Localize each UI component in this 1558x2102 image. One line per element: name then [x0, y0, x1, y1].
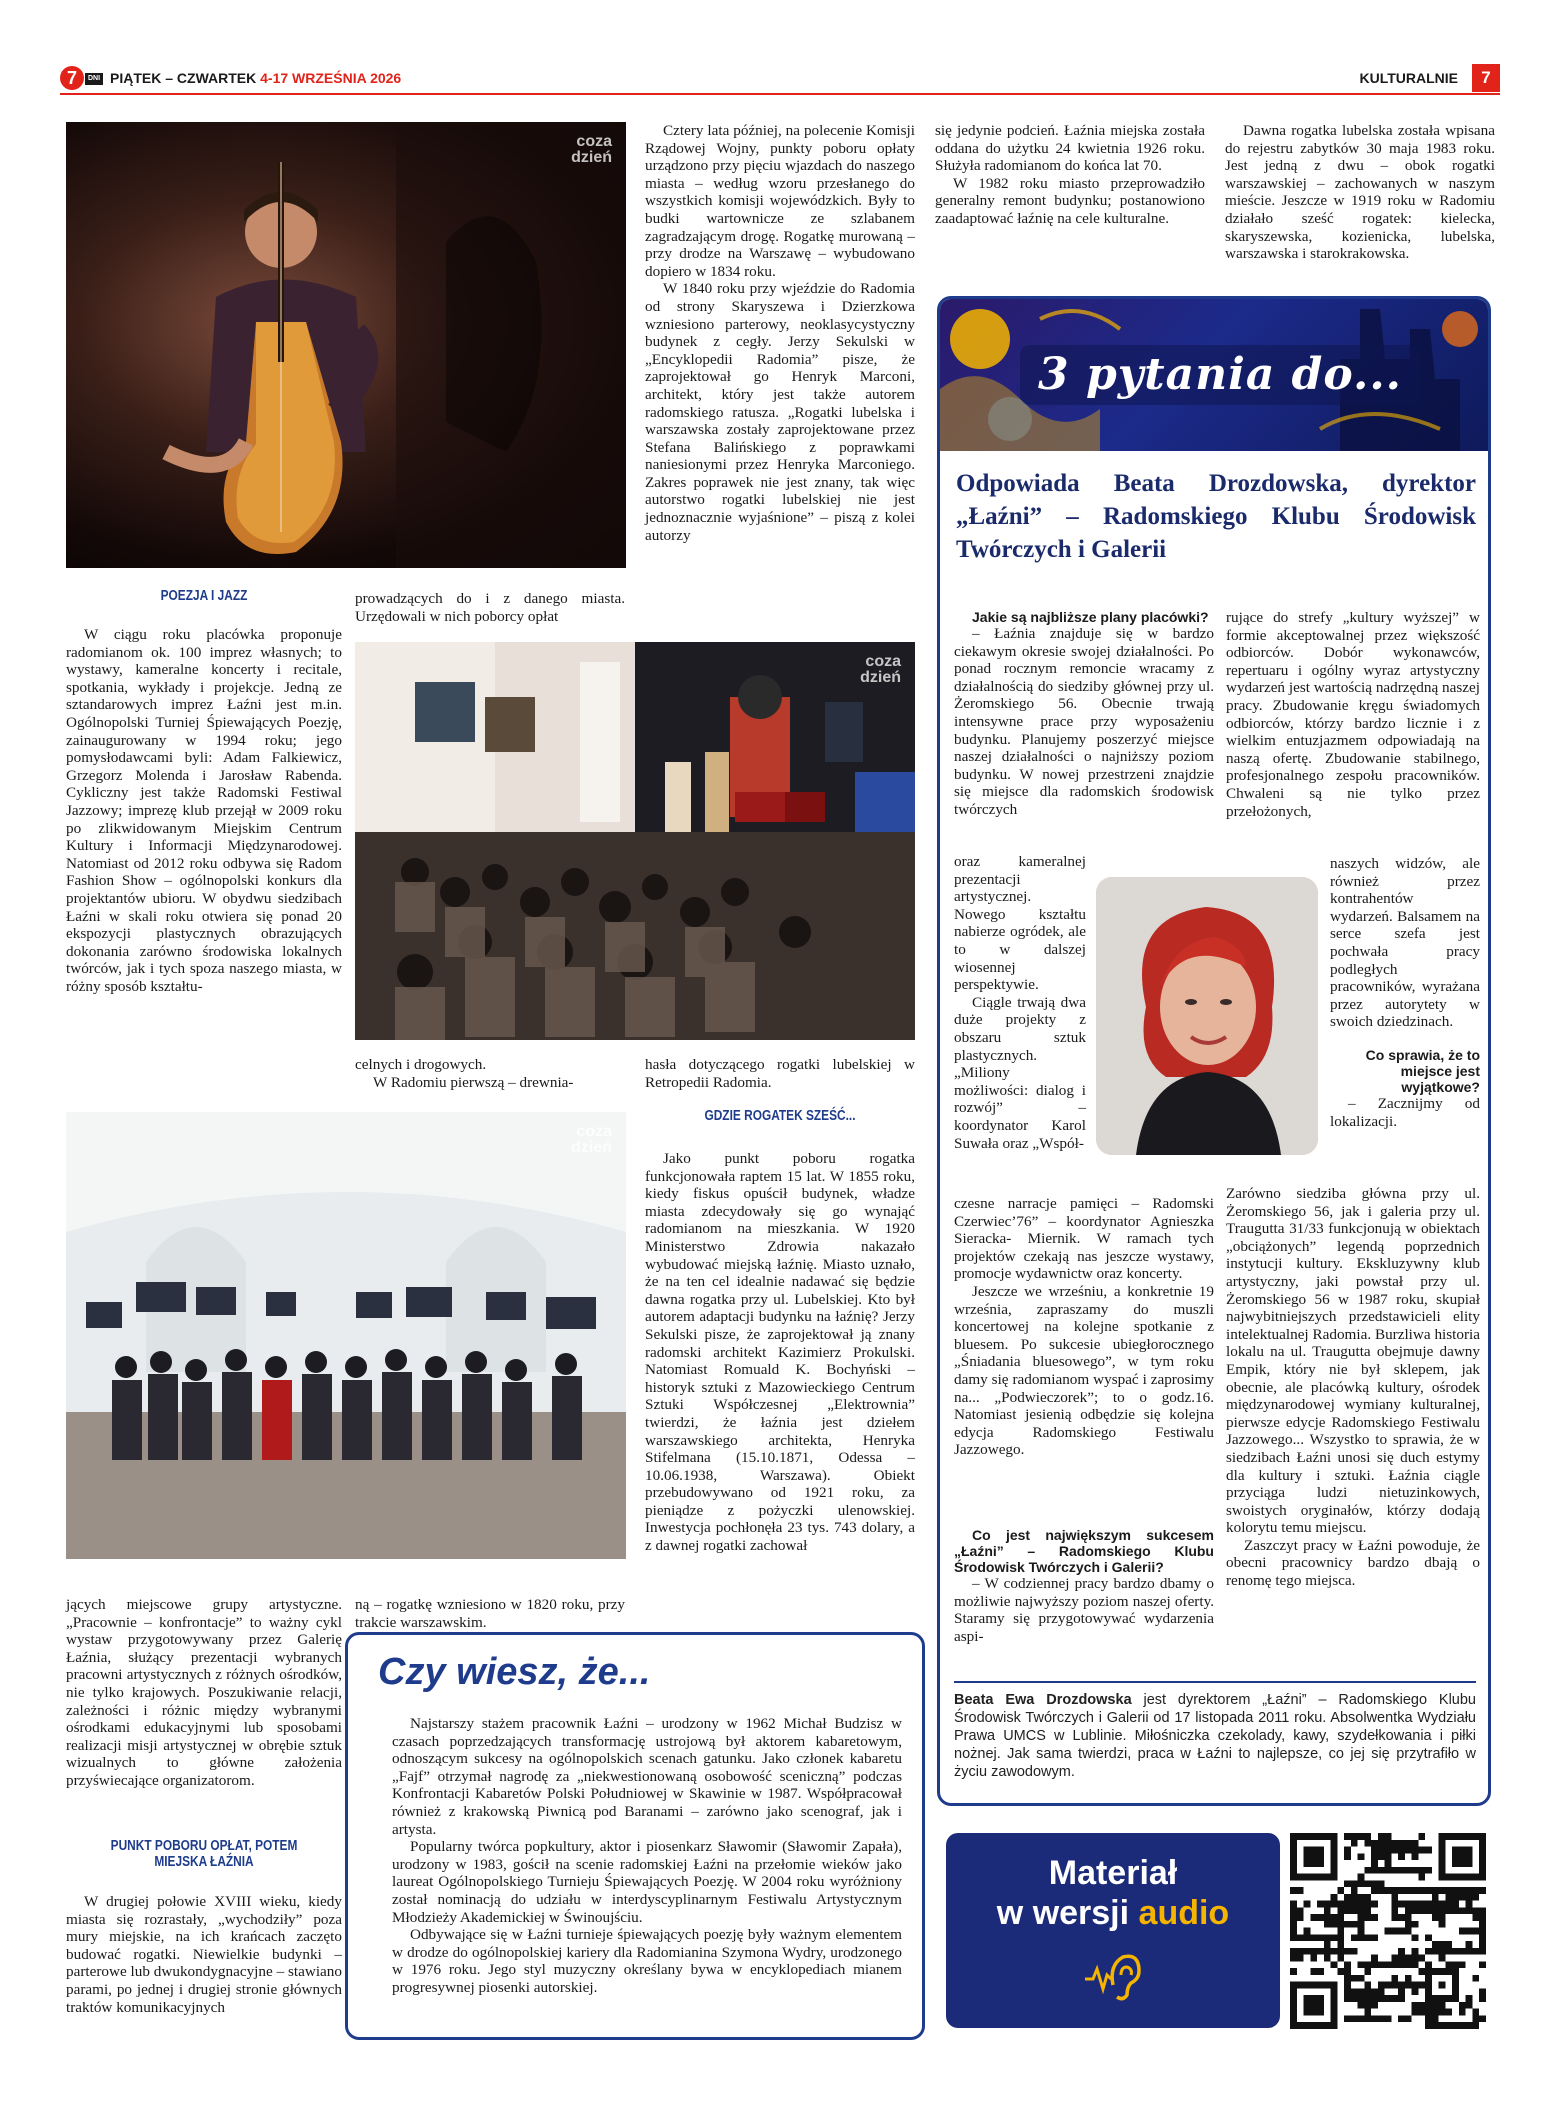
article-col4-top	[935, 122, 1205, 228]
answer-2: – W codziennej pracy bardzo dbamy o możliwie najwyższy poziom naszej oferty. Staramy się przygotowywać wydarzenia aspi-	[954, 1575, 1214, 1645]
bio-note	[954, 1691, 1476, 1781]
paragraph: W 1982 roku miasto przeprowadziło generalny remont budynku; postanowiono zaadaptować łaźnię na cele kulturalne.	[935, 174, 1205, 227]
ear-icon	[1083, 1945, 1143, 2005]
portrait-photo	[1096, 877, 1318, 1155]
answer-1-cont: Ciągle trwają dwa duże projekty z obszaru sztuk plastycznych. „Miliony możliwości: dialog i rozwój” – koordynator Karol Suwała oraz „Współ-	[954, 993, 1086, 1152]
interview-col-left-q2	[954, 1527, 1214, 1645]
issue-date	[110, 70, 401, 86]
article-col2-c	[355, 1596, 625, 1631]
paragraph: W 1840 roku przy wjeździe do Radomia od strony Skaryszewa i Dzierzkowa wzniesiono parterowy, neoklasycystyczny budynek z cegły. Jerzy Sekulski w „Encyklopedii Radomia” pisze, że zaprojektował go Henryk Marconi, architekt, który jest także autorem radomskiego ratusza. „Rogatki lubelska i warszawska zostały zaprojektowane przez Stefana Balińskiego z poprawkami naniesionymi przez Henryka Marconiego. Zakres poprawek nie jest znany, tak więc autorstwo rogatki lubelskiej nie jest jednoznacznie wyjaśnione” – piszą z kolei autorzy	[645, 280, 915, 544]
page-header	[60, 64, 1500, 94]
interview-headline: Odpowiada Beata Drozdowska, dyrektor „Łaźni” – Radomskiego Klubu Środowisk Twórczych i Galerii	[956, 470, 1476, 563]
question-3: Co sprawia, że to miejsce jest wyjątkowe?	[1365, 1046, 1480, 1095]
header-rule	[60, 93, 1500, 95]
interview-banner	[940, 299, 1488, 451]
qr-code[interactable]	[1290, 1833, 1486, 2029]
answer-1: – Łaźnia znajduje się w bardzo ciekawym okresie swojej działalności. Po ponad rocznym remoncie wracamy z działalnością do siedziby głównej przy ul. Żeromskiego 56. Obecnie trwają intensywne prace przy wyposażeniu budynku. Planujemy poszerzyć miejsce naszej działalności o najniższy poziom budynku. W nowej przestrzeni znajdzie się miejsce dla radomskich środowisk twórczych	[954, 625, 1214, 818]
did-you-know-box	[345, 1632, 925, 2040]
paragraph: hasła dotyczącego rogatki lubelskiej w Retropedii Radomia.	[645, 1056, 915, 1091]
audio-promo-prefix: w wersji	[996, 1894, 1139, 1932]
photo-watermark: coza dzień	[571, 133, 612, 166]
interview-col-right-lower	[1226, 1185, 1480, 1590]
article-col5-top	[1225, 122, 1495, 263]
issue-date-range: 4-17 WRZEŚNIA 2026	[260, 70, 402, 86]
article-col2-a	[355, 590, 625, 625]
interview-banner-title-text: 3 pytania do...	[1038, 349, 1402, 400]
article-col1-end	[66, 1893, 342, 2016]
paragraph: Jako punkt poboru rogatka funkcjonowała raptem 15 lat. W 1855 roku, kiedy fiskus opuścił budynek, władze miasta zdecydowały się go wynająć radomianom na mieszkania. W 1920 Ministerstwo Zdrowia nakazało wybudować miejską łaźnię. Miasto uznało, że na ten cel idealnie nadawać się będzie dawna rogatka przy ul. Lubelskiej. Kto był autorem adaptacji budynku na łaźnię? Jerzy Sekulski pisze, że zaprojektował ją znany radomski architekt Kazimierz Prokulski. Natomiast Romuald K. Bochyński – historyk sztuki z Mazowieckiego Centrum Sztuki Współczesnej „Elektrownia” twierdzi, że łaźnia jest dziełem warszawskiego architekta, Henryka Stifelmana (15.10.1871, Odessa – 10.06.1938, Warszawa). Obiekt przebudowywano od 1921 roku, za pieniądze z pożyczki ulenowskiej. Inwestycja pochłonęła 23 tys. 743 dolary, a z dawnej rogatki zachował	[645, 1150, 915, 1555]
audio-promo-line1: Materiał	[1048, 1854, 1178, 1892]
paragraph: celnych i drogowych.	[355, 1056, 487, 1073]
photo-family-concert	[355, 642, 915, 1040]
did-you-know-text	[392, 1715, 902, 1997]
issue-date-prefix: PIĄTEK – CZWARTEK	[110, 70, 261, 86]
photo-gallery-opening	[66, 1112, 626, 1559]
article-col3-mid	[645, 1056, 915, 1091]
article-col3-bottom	[645, 1150, 915, 1555]
bio-text: jest dyrektorem „Łaźni” – Radomskiego Klubu Środowisk Twórczych i Galerii od 17 listopada 2011 roku. Absolwentka Wydziału Prawa UMCS w Lublinie. Miłośniczka czekolady, kawy, szydełkowania i piłki nożnej. Jak sama twierdzi, praca w Łaźni to najlepsze, co jej się przytrafiło w życiu zawodowym.	[954, 1692, 1476, 1780]
article-col3-top	[645, 122, 915, 544]
answer-2-cont: rujące do strefy „kultury wyższej” w formie akceptowalnej przez większość odbiorców. Dobór wykonawców, repertuaru i ogólny wyraz artystyczny wydarzeń jest wartością nadrzędną naszej pracy. Zbudowanie kręgu świadomych odbiorców, którzy bardzo licznie i z wielkim entuzjazmem odpowiadają na naszą ofertę. Zbudowanie stabilnego, profesjonalnego zespołu pracowników. Chwaleni są nie tylko przez przełożonych,	[1226, 609, 1480, 820]
interview-col-right-narrow	[1330, 855, 1480, 1130]
interview-col-left	[954, 609, 1214, 819]
paragraph: W drugiej połowie XVIII wieku, kiedy miasta się rozrastały, „wychodziły” poza mury miejskie, na ich krańcach zaczęto budować rogatki. Niewielkie budynki – parterowe lub dwukondygnacyjne – stawiano parami, po jednej i drugiej stronie głównych traktów komunikacyjnych	[66, 1893, 342, 2016]
photo-bass-player	[66, 122, 626, 568]
question-1: Jakie są najbliższe plany placówki?	[972, 609, 1209, 625]
did-you-know-title: Czy wiesz, że...	[378, 1651, 651, 1693]
interview-col-left-narrow	[954, 853, 1086, 1152]
article-col2-b	[355, 1056, 625, 1091]
photo-watermark: coza dzień	[571, 1123, 612, 1156]
photo-watermark: coza dzień	[860, 653, 901, 686]
paragraph: Popularny twórca popkultury, aktor i piosenkarz Sławomir (Sławomir Zapała), urodzony w 1983, gościł na scenie radomskiej Łaźni na przełomie wieków jako laureat Ogólnopolskiego Turnieju Śpiewających Poezję. W 2004 roku wyróżniony został nominacją do udziału w interdyscyplinarnym Festiwalu Artystycznym Młodzieży Akademickiej w Świnoujściu.	[392, 1838, 902, 1926]
interview-col-right	[1226, 609, 1480, 820]
bio-rule	[954, 1681, 1476, 1683]
heading-punkt-poboru: PUNKT POBORU OPŁAT, POTEM MIEJSKA ŁAŹNIA	[110, 1838, 298, 1870]
interview-box	[937, 296, 1491, 1806]
answer-3-cont: Zarówno siedziba główna przy ul. Żeromskiego 56, jak i galeria przy ul. Traugutta 31/33 funkcjonują w obiektach „obciążonych” legendą poprzednich instytucji kultury. Ekskluzywny klub artystyczny, jaki powstał przy ul. Żeromskiego 56 w 1987 roku, skupiał najwybitniejszych przedstawicieli elity intelektualnej Radomia. Burzliwa historia lokalu na ul. Traugutta obejmuje dawny Empik, który nie był sklepem, jak obecnie, ale placówką kultury, ośrodek międzynarodowej wymiany kulturalnej, pierwsze edycje Radomskiego Festiwalu Jazzowego... Wszystko to sprawia, że w siedzibach Łaźni unosi się duch estymy dla kultury i sztuki. Łaźnia ciągle przyciąga ludzi nietuzinkowych, swoistych oryginałów, którzy dodają kolorytu temu miejscu.	[1226, 1185, 1480, 1537]
paragraph: Cztery lata później, na polecenie Komisji Rządowej Wojny, punkty poboru opłaty urządzono przy pięciu wjazdach do naszego miasta – według wzoru przesłanego do wszystkich komisji wojewódzkich. Były to budki wartownicze ze szlabanem zagradzającym drogę. Rogatkę murowaną – przy drodze na Warszawę – wybudowano dopiero w 1834 roku.	[645, 122, 915, 280]
brand-logo-sub: DNI	[85, 73, 103, 85]
audio-promo-line2	[946, 1893, 1280, 1933]
answer-2-cont: naszych widzów, ale również przez kontrahentów wydarzeń. Balsamem na serce szefa jest pochwała pracy podległych pracowników, wyrażana przez autorytety w swoich dziedzinach.	[1330, 855, 1480, 1031]
article-col1-bottom	[66, 1596, 342, 1790]
bio-name: Beata Ewa Drozdowska	[954, 1692, 1132, 1708]
answer-1-cont: Jeszcze we wrześniu, a konkretnie 19 września, zapraszamy do muszli koncertowej na kolejne spotkanie z bluesem. Po sukcesie ubiegłorocznego „Śniadania bluesowego”, w tym roku damy się radomianom wyspać i zaprosimy na... „Podwieczorek”; to o godz.16. Natomiast jesienią odbędzie się kolejna edycja Radomskiego Festiwalu Jazzowego.	[954, 1282, 1214, 1459]
article-col1-top	[66, 626, 342, 995]
paragraph: Odbywające się w Łaźni turnieje śpiewających poezję były ważnym elementem w drodze do ogólnopolskiej kariery dla Radomianina Szymona Wydry, urodzonego w 1976 roku. Jego styl muzyczny określany bywa w encyklopediach mianem progresywnej piosenki autorskiej.	[392, 1926, 902, 1996]
page-number: 7	[1472, 64, 1500, 92]
paragraph: Dawna rogatka lubelska została wpisana do rejestru zabytków 30 maja 1983 roku. Jest jedną z dwu – obok rogatki warszawskiej – zachowanych w naszym mieście. Jeszcze w 1919 roku w Radomiu działało sześć rogatek: kielecka, skaryszewska, kozienicka, lubelska, warszawska i starokrakowska.	[1225, 122, 1495, 263]
paragraph: ną – rogatkę wzniesiono w 1820 roku, przy trakcie warszawskim.	[355, 1596, 625, 1631]
paragraph: W Radomiu pierwszą – drewnia-	[373, 1073, 574, 1091]
paragraph: prowadzących do i z danego miasta. Urzędowali w nich poborcy opłat	[355, 590, 625, 625]
question-2: Co jest największym sukcesem „Łaźni” – Radomskiego Klubu Środowisk Twórczych i Galerii?	[954, 1527, 1214, 1575]
heading-poezja-i-jazz: POEZJA I JAZZ	[160, 588, 248, 604]
paragraph: W ciągu roku placówka proponuje radomianom ok. 100 imprez własnych; to wystawy, kameralne koncerty i recitale, spotkania, wykłady i projekcje. Jedną ze sztandarowych imprez Łaźni jest m.in. Ogólnopolski Turniej Śpiewających Poezję, zainaugurowany w 1994 roku; jego pomysłodawcami byli: Adam Falkiewicz, Grzegorz Molenda i Jarosław Rabenda. Cykliczny jest także Radomski Festiwal Jazzowy; imprezę klub przejął w 2009 roku po zlikwidowanym Miejskim Centrum Kultury i Informacji Międzynarodowej. Natomiast od 2012 roku odbywa się Radom Fashion Show – ogólnopolski konkurs dla projektantów ubioru. W obydwu siedzibach Łaźni w skali roku otwiera się ponad 20 ekspozycji plastycznych obrazujących dokonania zarówno środowiska lokalnych twórców, jak i tych spoza naszego miasta, w różny sposób kształtu-	[66, 626, 342, 995]
paragraph: jących miejscowe grupy artystyczne. „Pracownie – konfrontacje” to ważny cykl wystaw przygotowywany przez Galerię Łaźnia, służący prezentacji wybranych pracowni artystycznych z różnych ośrodków, nie tylko krajowych. Poszukiwanie relacji, zależności i różnic między wybranymi ośrodkami edukacyjnymi lub sposobami realizacji misji artystycznej w obrębie sztuk wizualnych to główne założenia przyświecające organizatorom.	[66, 1596, 342, 1789]
answer-1-cont: oraz kameralnej prezentacji artystycznej. Nowego kształtu nabierze ogródek, ale to w dalszej wiosennej perspektywie.	[954, 853, 1086, 994]
audio-promo-highlight: audio	[1138, 1894, 1230, 1932]
answer-3: – Zacznijmy od lokalizacji.	[1330, 1094, 1480, 1130]
section-name: KULTURALNIE	[1359, 70, 1458, 86]
heading-gdzie-rogatek: GDZIE ROGATEK SZEŚĆ...	[704, 1108, 856, 1124]
paragraph: Najstarszy stażem pracownik Łaźni – urodzony w 1962 Michał Budzisz w czasach poprzedzających transformację ustrojową był aktorem kabaretowym, odnoszącym sukcesy na ogólnopolskich scenach gatunku. Jako członek kabaretu „Fajf” otrzymał nagrodę za „niekwestionowaną osobowość sceniczną” podczas Konfrontacji Kabaretów Polski Południowej w Skawinie w 1987. Współpracował również z krakowską Piwnicą pod Baranami – zarówno jako scenograf, jak i artysta.	[392, 1715, 902, 1838]
brand-logo: 7	[60, 66, 84, 90]
paragraph: się jedynie podcień. Łaźnia miejska została oddana do użytku 24 kwietnia 1926 roku. Służyła radomianom do końca lat 70.	[935, 122, 1205, 175]
answer-3-cont: Zaszczyt pracy w Łaźni powoduje, że obecni pracownicy bardzo dbają o renomę tego miejsca.	[1226, 1536, 1480, 1590]
audio-promo[interactable]	[946, 1833, 1280, 2028]
answer-1-cont: czesne narracje pamięci – Radomski Czerwiec’76” – koordynator Agnieszka Sieracka- Miernik. W ramach tych projektów czekają nas jeszcze wystawy, promocje wydawnictw oraz koncerty.	[954, 1195, 1214, 1283]
interview-col-left-lower	[954, 1195, 1214, 1459]
